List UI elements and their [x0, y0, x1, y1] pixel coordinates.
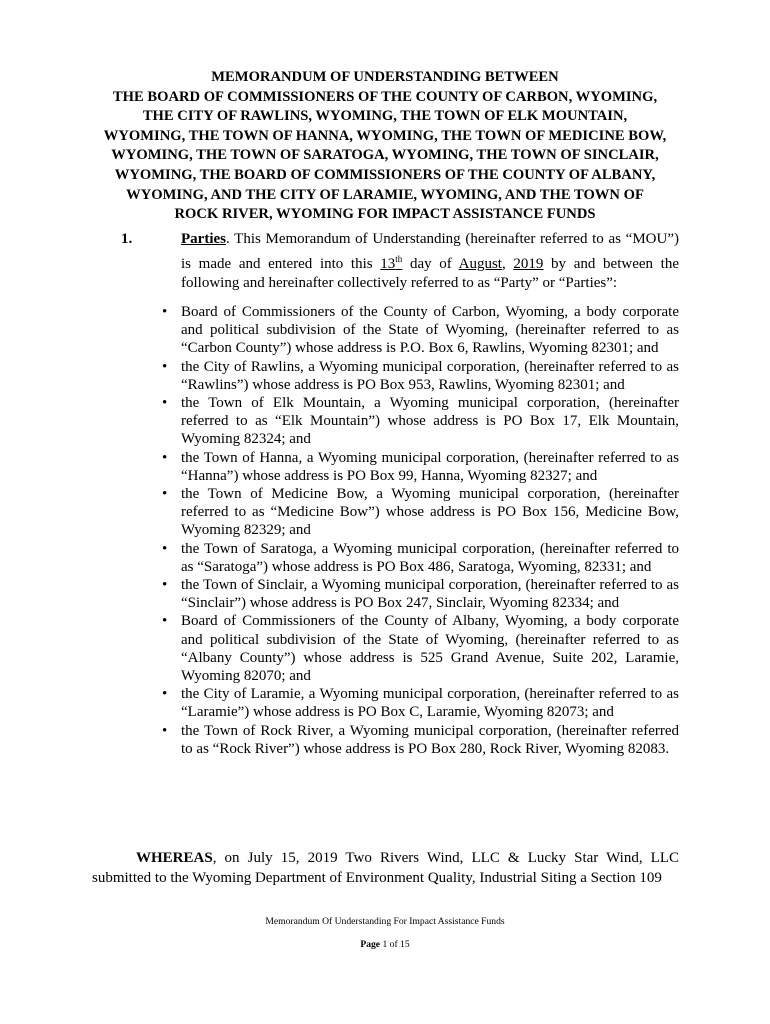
agreement-day	[380, 253, 403, 272]
document-title	[60, 68, 710, 225]
whereas-paragraph	[92, 848, 679, 888]
footer-title: Memorandum Of Understanding For Impact Assistance Funds	[265, 916, 505, 927]
party-text: the City of Rawlins, a Wyoming municipal corporation, (hereinafter referred to as “Rawlins”) whose address is PO Box 953, Rawlins, Wyoming 82301; and	[181, 358, 679, 393]
day-suffix: th	[395, 253, 403, 264]
party-item	[162, 358, 679, 394]
section-number: 1.	[121, 231, 133, 247]
bullet-icon: •	[162, 722, 168, 739]
agreement-month: August	[458, 255, 502, 272]
party-text: the Town of Sinclair, a Wyoming municipal corporation, (hereinafter referred to as “Sinclair”) whose address is PO Box 247, Sinclair, Wyoming 82334; and	[181, 577, 679, 612]
page-count: 1 of 15	[380, 939, 410, 950]
bullet-icon: •	[162, 613, 168, 630]
party-item	[162, 540, 679, 576]
bullet-icon: •	[162, 540, 168, 557]
party-item	[162, 576, 679, 612]
party-item	[162, 485, 679, 540]
title-line: WYOMING, THE TOWN OF SARATOGA, WYOMING, THE TOWN OF SINCLAIR,	[111, 147, 659, 164]
party-item	[162, 394, 679, 449]
parties-list	[162, 303, 679, 758]
party-text: Board of Commissioners of the County of Carbon, Wyoming, a body corporate and political subdivision of the State of Wyoming, (hereinafter referred to as “Carbon County”) whose address is P.O. Box 6, Rawlins, Wyoming 82301; and	[181, 304, 679, 357]
title-line: WYOMING, THE TOWN OF HANNA, WYOMING, THE TOWN OF MEDICINE BOW,	[103, 127, 667, 144]
agreement-year: 2019	[513, 255, 544, 272]
party-text: the Town of Rock River, a Wyoming municipal corporation, (hereinafter referred to as “Rock River”) whose address is PO Box 280, Rock River, Wyoming 82083.	[181, 722, 679, 757]
party-text: the City of Laramie, a Wyoming municipal corporation, (hereinafter referred to as “Laramie”) whose address is PO Box C, Laramie, Wyoming 82073; and	[181, 686, 679, 721]
section-text: . This Memorandum of Understanding (hereinafter referred to as “MOU”) is made and entered into this	[181, 231, 679, 272]
whereas-lead: WHEREAS	[136, 850, 213, 866]
bullet-icon: •	[162, 686, 168, 703]
page-label: Page	[360, 939, 381, 950]
party-item	[162, 685, 679, 721]
section-text: by and between the following and hereinafter collectively referred to as “Party” or “Parties”:	[181, 255, 680, 291]
bullet-icon: •	[162, 395, 168, 412]
section-text: ,	[501, 255, 514, 272]
title-line: THE CITY OF RAWLINS, WYOMING, THE TOWN OF ELK MOUNTAIN,	[142, 108, 628, 125]
party-text: the Town of Elk Mountain, a Wyoming municipal corporation, (hereinafter referred to as “Elk Mountain”) whose address is PO Box 17, Elk Mountain, Wyoming 82324; and	[181, 395, 679, 448]
title-line: ROCK RIVER, WYOMING FOR IMPACT ASSISTANCE FUNDS	[174, 206, 596, 223]
party-text: Board of Commissioners of the County of Albany, Wyoming, a body corporate and political subdivision of the State of Wyoming, (hereinafter referred to as “Albany County”) whose address is 525 Grand Avenue, Suite 202, Laramie, Wyoming 82070; and	[181, 613, 679, 685]
bullet-icon: •	[162, 304, 168, 320]
bullet-icon: •	[162, 486, 168, 503]
title-line: WYOMING, THE BOARD OF COMMISSIONERS OF THE COUNTY OF ALBANY,	[114, 166, 656, 183]
party-text: the Town of Saratoga, a Wyoming municipal corporation, (hereinafter referred to as “Saratoga”) whose address is PO Box 486, Saratoga, Wyoming, 82331; and	[181, 540, 679, 575]
party-item	[162, 722, 679, 758]
section-parties-paragraph	[181, 230, 679, 294]
bullet-icon: •	[162, 358, 168, 375]
page-number	[0, 939, 770, 950]
section-heading: Parties	[181, 231, 226, 247]
title-line: WYOMING, AND THE CITY OF LARAMIE, WYOMING, AND THE TOWN OF	[126, 186, 644, 203]
party-text: the Town of Medicine Bow, a Wyoming municipal corporation, (hereinafter referred to as “Medicine Bow”) whose address is PO Box 156, Medicine Bow, Wyoming 82329; and	[181, 486, 679, 539]
bullet-icon: •	[162, 449, 168, 466]
party-item	[162, 303, 679, 358]
day-number: 13	[380, 255, 396, 272]
title-line: MEMORANDUM OF UNDERSTANDING BETWEEN	[211, 69, 559, 85]
section-text: day of	[402, 255, 459, 272]
bullet-icon: •	[162, 577, 168, 594]
title-line: THE BOARD OF COMMISSIONERS OF THE COUNTY OF CARBON, WYOMING,	[112, 88, 658, 105]
party-text: the Town of Hanna, a Wyoming municipal corporation, (hereinafter referred to as “Hanna”) whose address is PO Box 99, Hanna, Wyoming 82327; and	[181, 449, 679, 484]
whereas-text: , on July 15, 2019 Two Rivers Wind, LLC & Lucky Star Wind, LLC submitted to the Wyoming Department of Environment Quality, Industrial Siting a Section 109	[92, 850, 679, 886]
party-item	[162, 449, 679, 485]
party-item	[162, 612, 679, 685]
